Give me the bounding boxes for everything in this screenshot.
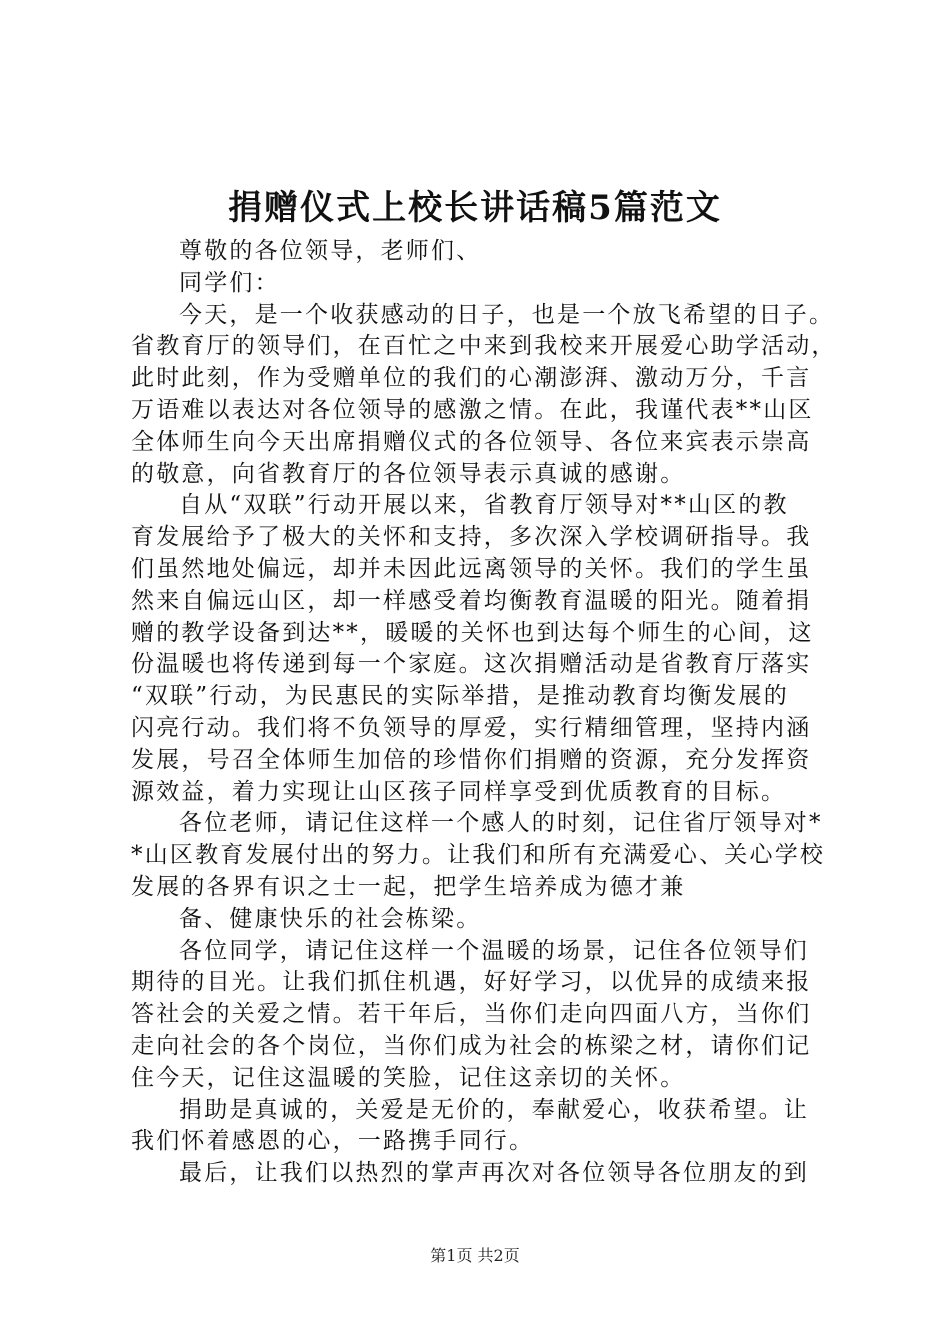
body-line: *山区教育发展付出的努力。让我们和所有充满爱心、关心学校 <box>131 842 826 869</box>
body-line: 然来自偏远山区，却一样感受着均衡教育温暖的阳光。随着捐 <box>131 587 812 614</box>
body-line: 万语难以表达对各位领导的感激之情。在此，我谨代表**山区 <box>131 396 814 423</box>
body-line: 们虽然地处偏远，却并未因此远离领导的关怀。我们的学生虽 <box>131 555 812 582</box>
body-line: 尊敬的各位领导，老师们、 <box>179 238 482 264</box>
body-line: 育发展给予了极大的关怀和支持，多次深入学校调研指导。我 <box>131 524 812 551</box>
body-line: 今天，是一个收获感动的日子，也是一个放飞希望的日子。 <box>179 301 835 328</box>
body-line: 捐助是真诚的，关爱是无价的，奉献爱心，收获希望。让 <box>179 1096 809 1123</box>
body-line: 同学们： <box>179 269 280 296</box>
body-line: 全体师生向今天出席捐赠仪式的各位领导、各位来宾表示崇高 <box>131 428 812 455</box>
body-line: 源效益，着力实现让山区孩子同样享受到优质教育的目标。 <box>131 778 787 805</box>
body-line: 各位同学，请记住这样一个温暖的场景，记住各位领导们 <box>179 937 809 964</box>
body-line: 备、健康快乐的社会栋梁。 <box>179 905 482 932</box>
body-line: 我们怀着感恩的心，一路携手同行。 <box>131 1128 535 1155</box>
page-number-footer: 第1页 共2页 <box>430 1246 520 1265</box>
body-line: 最后，让我们以热烈的掌声再次对各位领导各位朋友的到 <box>179 1160 809 1187</box>
body-line: 期待的目光。让我们抓住机遇，好好学习，以优异的成绩来报 <box>131 969 812 996</box>
body-line: 自从“双联”行动开展以来，省教育厅领导对**山区的教 <box>179 492 789 519</box>
body-line: 发展的各界有识之士一起，把学生培养成为德才兼 <box>131 873 686 900</box>
page-title: 捐赠仪式上校长讲话稿5篇范文 <box>228 188 722 228</box>
body-line: 的敬意，向省教育厅的各位领导表示真诚的感谢。 <box>131 460 686 487</box>
body-line: 赠的教学设备到达**，暖暖的关怀也到达每个师生的心间，这 <box>131 619 814 646</box>
body-line: “双联”行动，为民惠民的实际举措，是推动教育均衡发展的 <box>131 683 789 710</box>
body-line: 各位老师，请记住这样一个感人的时刻，记住省厅领导对* <box>179 810 823 837</box>
body-line: 省教育厅的领导们，在百忙之中来到我校来开展爱心助学活动， <box>131 333 837 360</box>
body-line: 发展，号召全体师生加倍的珍惜你们捐赠的资源，充分发挥资 <box>131 746 812 773</box>
body-line: 此时此刻，作为受赠单位的我们的心潮澎湃、激动万分，千言 <box>131 365 812 392</box>
body-line: 闪亮行动。我们将不负领导的厚爱，实行精细管理，坚持内涵 <box>131 714 812 741</box>
body-line: 答社会的关爱之情。若干年后，当你们走向四面八方，当你们 <box>131 1001 812 1028</box>
body-line: 份温暖也将传递到每一个家庭。这次捐赠活动是省教育厅落实 <box>131 651 812 678</box>
document-body <box>131 236 851 1190</box>
body-line: 走向社会的各个岗位，当你们成为社会的栋梁之材，请你们记 <box>131 1032 812 1059</box>
body-line: 住今天，记住这温暖的笑脸，记住这亲切的关怀。 <box>131 1064 686 1091</box>
